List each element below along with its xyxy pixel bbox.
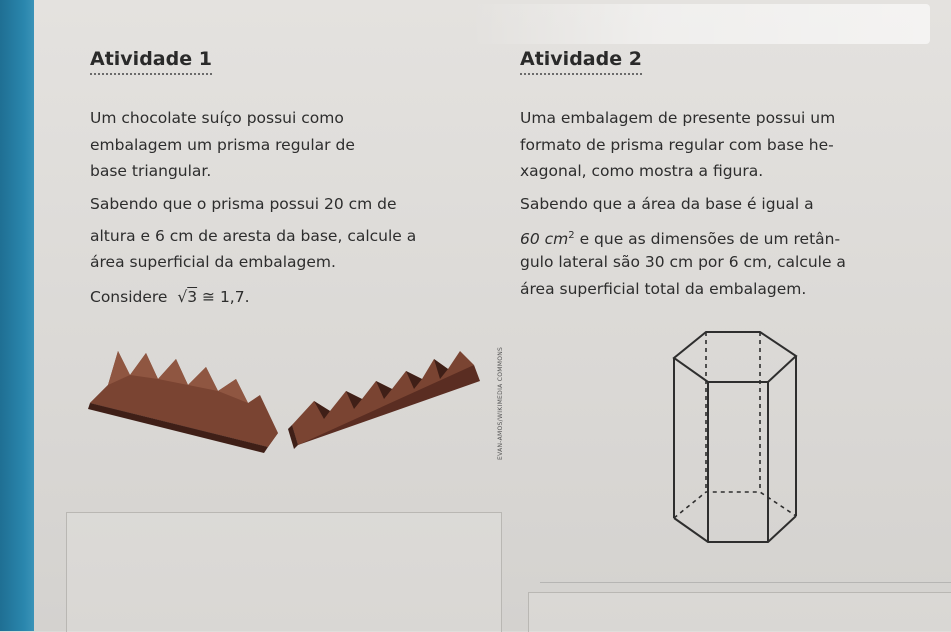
chocolate-bar-illustration-1 (88, 345, 288, 455)
activity-2-line: Uma embalagem de presente possui um (520, 109, 836, 127)
activity-1-title: Atividade 1 (90, 48, 212, 75)
activity-2-title: Atividade 2 (520, 48, 642, 75)
activity-2-line: Sabendo que a área da base é igual a (520, 194, 814, 213)
hexagonal-prism-figure (668, 328, 808, 553)
area-value: 60 cm (520, 229, 569, 248)
activity-1-consider-line (90, 276, 416, 311)
activity-2-line: formato de prisma regular com base he- (520, 135, 834, 154)
sqrt-expression: √3 (172, 287, 198, 306)
area-exponent: 2 (568, 229, 575, 241)
activity-1-text (90, 105, 416, 310)
area-rest: e que as dimensões de um retân- (574, 229, 841, 248)
faded-header-band (470, 4, 930, 44)
activity-1-line: Sabendo que o prisma possui 20 cm de (90, 194, 397, 213)
activity-1-line: área superficial da embalagem. (90, 253, 336, 271)
activity-2-line: gulo lateral são 30 cm por 6 cm, calcule a (520, 253, 846, 271)
page-edge-strip (0, 0, 34, 631)
activity-2-text (520, 105, 846, 302)
answer-line (540, 582, 951, 583)
activity-1-line: base triangular. (90, 162, 212, 180)
activity-1-line: altura e 6 cm de aresta da base, calcule a (90, 226, 417, 245)
chocolate-bar-illustration-2 (284, 345, 484, 455)
approx-value: ≅ 1,7. (202, 287, 250, 306)
activity-2-line: área superficial total da embalagem. (520, 279, 807, 298)
answer-box-2 (528, 592, 951, 632)
image-credit: EVAN-AMOS/WIKIMEDIA COMMONS (497, 346, 504, 460)
activity-1-line: Um chocolate suíço possui como (90, 109, 344, 127)
activity-1-line: embalagem um prisma regular de (90, 135, 355, 154)
answer-box-1 (66, 512, 502, 632)
activity-2-area-line (520, 223, 846, 250)
consider-label: Considere (90, 287, 168, 306)
activity-2-line: xagonal, como mostra a figura. (520, 162, 764, 180)
sqrt-radicand: 3 (187, 287, 198, 306)
